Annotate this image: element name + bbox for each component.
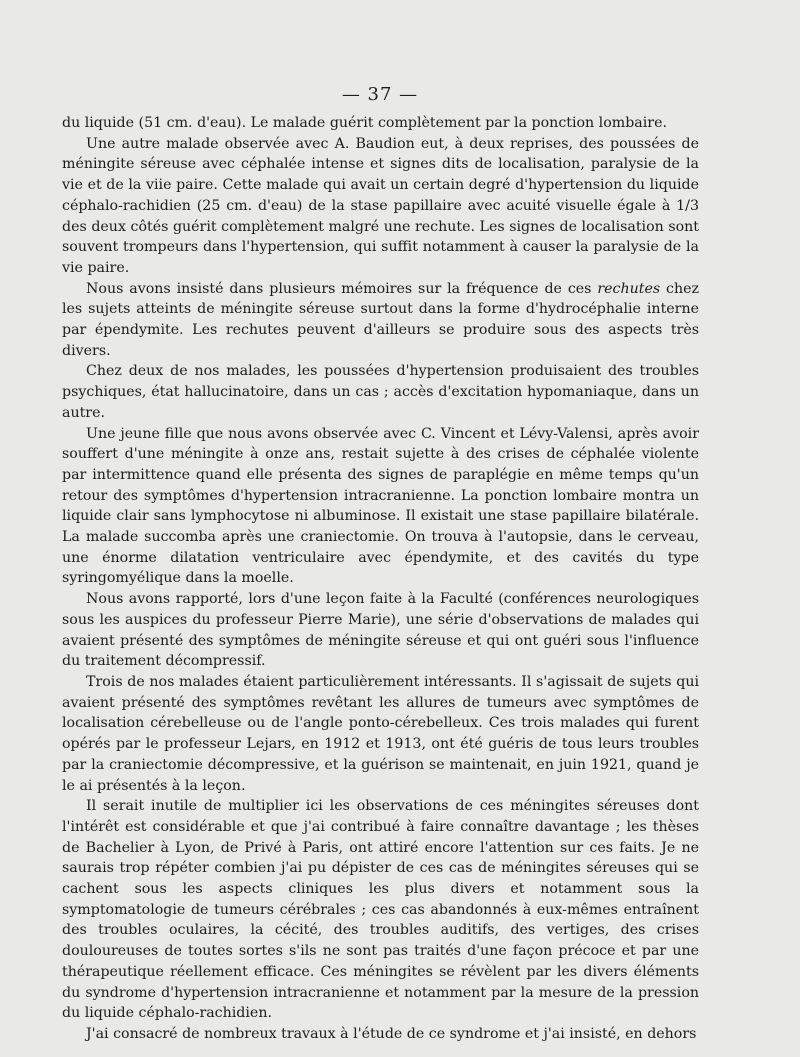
page-number: — 37 — <box>341 84 419 105</box>
paragraph-8: Il serait inutile de multiplier ici les observations de ces méningites séreuses dont l'intérêt est considérable et que j'ai contribué à faire connaître davantage ; les thèses de Bachelier à Lyon, de Privé à Paris, ont attiré encore l'attention sur ces faits. Je ne saurais trop répéter combien j'ai pu dépister de ces cas de méningites séreuses qui se cachent sous les aspects cliniques les plus divers et notamment sous la symptomatologie de tumeurs cérébrales ; ces cas abandonnés à eux-mêmes entraînent des troubles oculaires, la cécité, des troubles auditifs, des vertiges, des crises douloureuses de toutes sortes s'ils ne sont pas traités d'une façon précoce et par une thérapeutique réellement efficace. Ces méningites se révèlent par les divers éléments du syndrome d'hypertension intracranienne et notamment par la mesure de la pression du liquide céphalo-rachidien. <box>62 798 699 1022</box>
paragraph-4: Chez deux de nos malades, les poussées d'hypertension produisaient des troubles psychiques, état hallucinatoire, dans un cas ; accès d'excitation hypomaniaque, dans un autre. <box>62 363 699 421</box>
paragraph-5: Une jeune fille que nous avons observée avec C. Vincent et Lévy-Valensi, après avoir souffert d'une méningite à onze ans, restait sujette à des crises de céphalée violente par intermittence quand elle présenta des signes de paraplégie en même temps qu'un retour des symptômes d'hypertension intracranienne. La ponction lombaire montra un liquide clair sans lymphocytose ni albuminose. Il existait une stase papillaire bilatérale. La malade succomba après une craniectomie. On trouva à l'autopsie, dans le cerveau, une énorme dilatation ventriculaire avec épendymite, et des cavités du type syringomyélique dans la moelle. <box>62 425 699 587</box>
paragraph-2: Une autre malade observée avec A. Baudion eut, à deux reprises, des poussées de méningite séreuse avec céphalée intense et signes dits de localisation, paralysie de la vie et de la viie paire. Cette malade qui avait un certain degré d'hypertension du liquide céphalo-rachidien (25 cm. d'eau) de la stase papillaire avec acuité visuelle égale à 1/3 des deux côtés guérit complètement malgré une rechute. Les signes de localisation sont souvent trompeurs dans l'hypertension, qui suffit notamment à causer la paralysie de la vie paire. <box>62 135 699 276</box>
paragraph-6: Nous avons rapporté, lors d'une leçon faite à la Faculté (conférences neurologiques sous les auspices du professeur Pierre Marie), une série d'observations de malades qui avaient présenté des symptômes de méningite séreuse et qui ont guéri sous l'influence du traitement décompressif. <box>62 591 699 670</box>
paragraph-7: Trois de nos malades étaient particulièrement intéressants. Il s'agissait de sujets qui avaient présenté des symptômes revêtant les allures de tumeurs avec symptômes de localisation cérebelleuse ou de l'angle ponto-cérebelleux. Ces trois malades qui furent opérés par le professeur Lejars, en 1912 et 1913, ont été guéris de tous leurs troubles par la craniectomie décompressive, et la guérison se maintenait, en juin 1921, quand je le ai présentés à la leçon. <box>62 673 699 794</box>
body-text <box>62 113 699 1045</box>
paragraph-9: J'ai consacré de nombreux travaux à l'étude de ce syndrome et j'ai insisté, en dehors <box>86 1025 697 1042</box>
emphasized-word: rechutes <box>597 280 661 297</box>
paragraph-1: du liquide (51 cm. d'eau). Le malade guérit complètement par la ponction lombaire. <box>62 115 667 131</box>
paragraph-3: Nous avons insisté dans plusieurs mémoires sur la fréquence de ces rechutes chez les sujets atteints de méningite séreuse surtout dans la forme d'hydrocéphalie interne par épendymite. Les rechutes peuvent d'ailleurs se produire sous des aspects très divers. <box>62 280 700 359</box>
